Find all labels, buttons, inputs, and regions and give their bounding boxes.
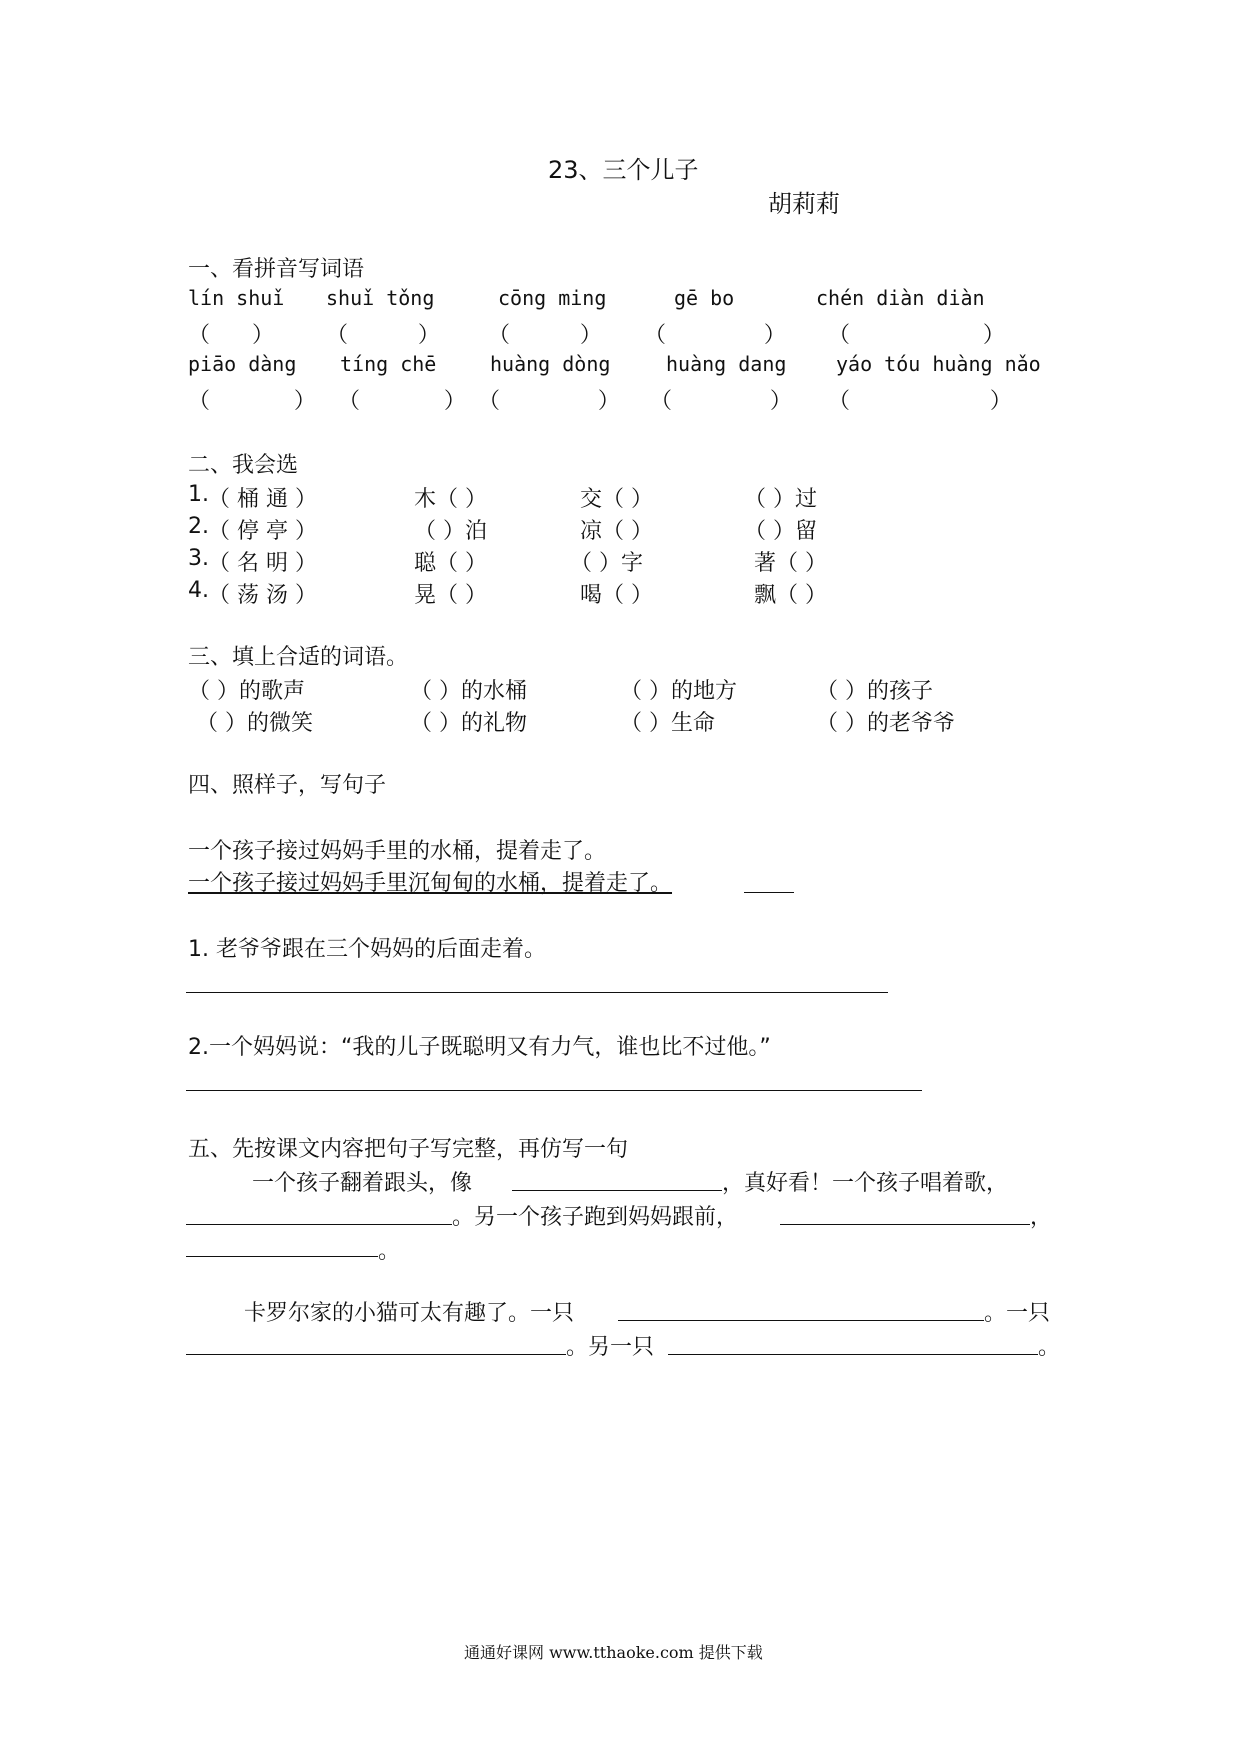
punct-comma: ， bbox=[1030, 1205, 1053, 1230]
fill-line[interactable] bbox=[512, 1190, 722, 1191]
phrase-blank[interactable]: （ ）的老爷爷 bbox=[816, 711, 955, 736]
item-number: 2. bbox=[188, 514, 209, 539]
phrase-blank[interactable]: （ ）的孩子 bbox=[816, 679, 933, 704]
answer-blank[interactable]: （ ） bbox=[326, 323, 440, 348]
pinyin-word: huàng dòng bbox=[490, 352, 611, 376]
fill-blank[interactable]: 飘（ ） bbox=[754, 583, 827, 608]
fill-line[interactable] bbox=[618, 1320, 984, 1321]
fill-blank[interactable]: 喝（ ） bbox=[580, 583, 653, 608]
fill-blank[interactable]: （ ）过 bbox=[744, 487, 817, 512]
punct-period: 。 bbox=[1038, 1335, 1061, 1360]
fill-blank[interactable]: （ ）字 bbox=[570, 551, 643, 576]
fill-blank[interactable]: 晃（ ） bbox=[414, 583, 487, 608]
pinyin-word: lín shuǐ bbox=[188, 286, 285, 310]
section-4-heading: 四、照样子，写句子 bbox=[188, 773, 387, 798]
paragraph-2-mid: 。一只 bbox=[984, 1301, 1051, 1326]
fill-blank[interactable]: （ ）留 bbox=[744, 519, 817, 544]
phrase-blank[interactable]: （ ）的水桶 bbox=[410, 679, 527, 704]
pinyin-word: tíng chē bbox=[340, 352, 437, 376]
char-pair: （ 桶 通 ） bbox=[208, 487, 317, 512]
page-title: 23、三个儿子 bbox=[548, 156, 699, 184]
answer-blank[interactable]: （ ） bbox=[188, 323, 274, 348]
section-3-heading: 三、填上合适的词语。 bbox=[188, 645, 409, 670]
question-2: 2.一个妈妈说：“我的儿子既聪明又有力气，谁也比不过他。” bbox=[188, 1035, 771, 1060]
fill-blank[interactable]: （ ）泊 bbox=[414, 519, 487, 544]
fill-blank[interactable]: 交（ ） bbox=[580, 487, 653, 512]
phrase-blank[interactable]: （ ）的歌声 bbox=[188, 679, 305, 704]
pinyin-word: piāo dàng bbox=[188, 352, 297, 376]
phrase-blank[interactable]: （ ）的微笑 bbox=[196, 711, 313, 736]
paragraph-1-cont: 。另一个孩子跑到妈妈跟前， bbox=[452, 1205, 739, 1230]
example-answer: 一个孩子接过妈妈手里沉甸甸的水桶，提着走了。 bbox=[188, 871, 673, 896]
char-pair: （ 名 明 ） bbox=[208, 551, 317, 576]
answer-blank[interactable]: （ ） bbox=[828, 389, 1012, 414]
fill-line[interactable] bbox=[186, 1256, 378, 1257]
paragraph-2-cont: 。另一只 bbox=[566, 1335, 655, 1360]
footer-credit: 通通好课网 www.tthaoke.com 提供下载 bbox=[464, 1643, 763, 1662]
fill-blank[interactable]: 著（ ） bbox=[754, 551, 827, 576]
fill-line[interactable] bbox=[780, 1224, 1030, 1225]
pinyin-word: chén diàn diàn bbox=[816, 286, 985, 310]
item-number: 1. bbox=[188, 482, 209, 507]
answer-line-1[interactable] bbox=[186, 992, 888, 993]
char-pair: （ 停 亭 ） bbox=[208, 519, 317, 544]
answer-blank[interactable]: （ ） bbox=[828, 323, 1005, 348]
paragraph-1-start: 一个孩子翻着跟头，像 bbox=[252, 1171, 473, 1196]
answer-line-2[interactable] bbox=[186, 1090, 922, 1091]
pinyin-word: shuǐ tǒng bbox=[326, 286, 435, 310]
char-pair: （ 荡 汤 ） bbox=[208, 583, 317, 608]
author: 胡莉莉 bbox=[768, 190, 840, 218]
section-5-heading: 五、先按课文内容把句子写完整，再仿写一句 bbox=[188, 1137, 629, 1162]
section-2-heading: 二、我会选 bbox=[188, 453, 299, 478]
pinyin-word: yáo tóu huàng nǎo bbox=[836, 352, 1041, 376]
paragraph-2-start: 卡罗尔家的小猫可太有趣了。一只 bbox=[244, 1301, 575, 1326]
section-1-heading: 一、看拼音写词语 bbox=[188, 257, 365, 282]
answer-blank[interactable]: （ ） bbox=[338, 389, 466, 414]
fill-blank[interactable]: 凉（ ） bbox=[580, 519, 653, 544]
example-underline bbox=[744, 892, 794, 893]
item-number: 3. bbox=[188, 546, 209, 571]
example-sentence: 一个孩子接过妈妈手里的水桶，提着走了。 bbox=[188, 839, 607, 864]
question-1: 1. 老爷爷跟在三个妈妈的后面走着。 bbox=[188, 937, 546, 962]
paragraph-1-mid: ，真好看！一个孩子唱着歌， bbox=[722, 1171, 1009, 1196]
answer-blank[interactable]: （ ） bbox=[644, 323, 786, 348]
fill-line[interactable] bbox=[186, 1224, 452, 1225]
fill-line[interactable] bbox=[186, 1354, 566, 1355]
answer-blank[interactable]: （ ） bbox=[488, 323, 602, 348]
fill-blank[interactable]: 木（ ） bbox=[414, 487, 487, 512]
punct-period: 。 bbox=[378, 1239, 401, 1264]
phrase-blank[interactable]: （ ）的礼物 bbox=[410, 711, 527, 736]
answer-blank[interactable]: （ ） bbox=[650, 389, 792, 414]
fill-blank[interactable]: 聪（ ） bbox=[414, 551, 487, 576]
answer-blank[interactable]: （ ） bbox=[188, 389, 316, 414]
phrase-blank[interactable]: （ ）生命 bbox=[620, 711, 715, 736]
item-number: 4. bbox=[188, 578, 209, 603]
answer-blank[interactable]: （ ） bbox=[478, 389, 620, 414]
pinyin-word: huàng dang bbox=[666, 352, 787, 376]
fill-line[interactable] bbox=[668, 1354, 1038, 1355]
phrase-blank[interactable]: （ ）的地方 bbox=[620, 679, 737, 704]
pinyin-word: gē bo bbox=[674, 286, 735, 310]
pinyin-word: cōng ming bbox=[498, 286, 607, 310]
